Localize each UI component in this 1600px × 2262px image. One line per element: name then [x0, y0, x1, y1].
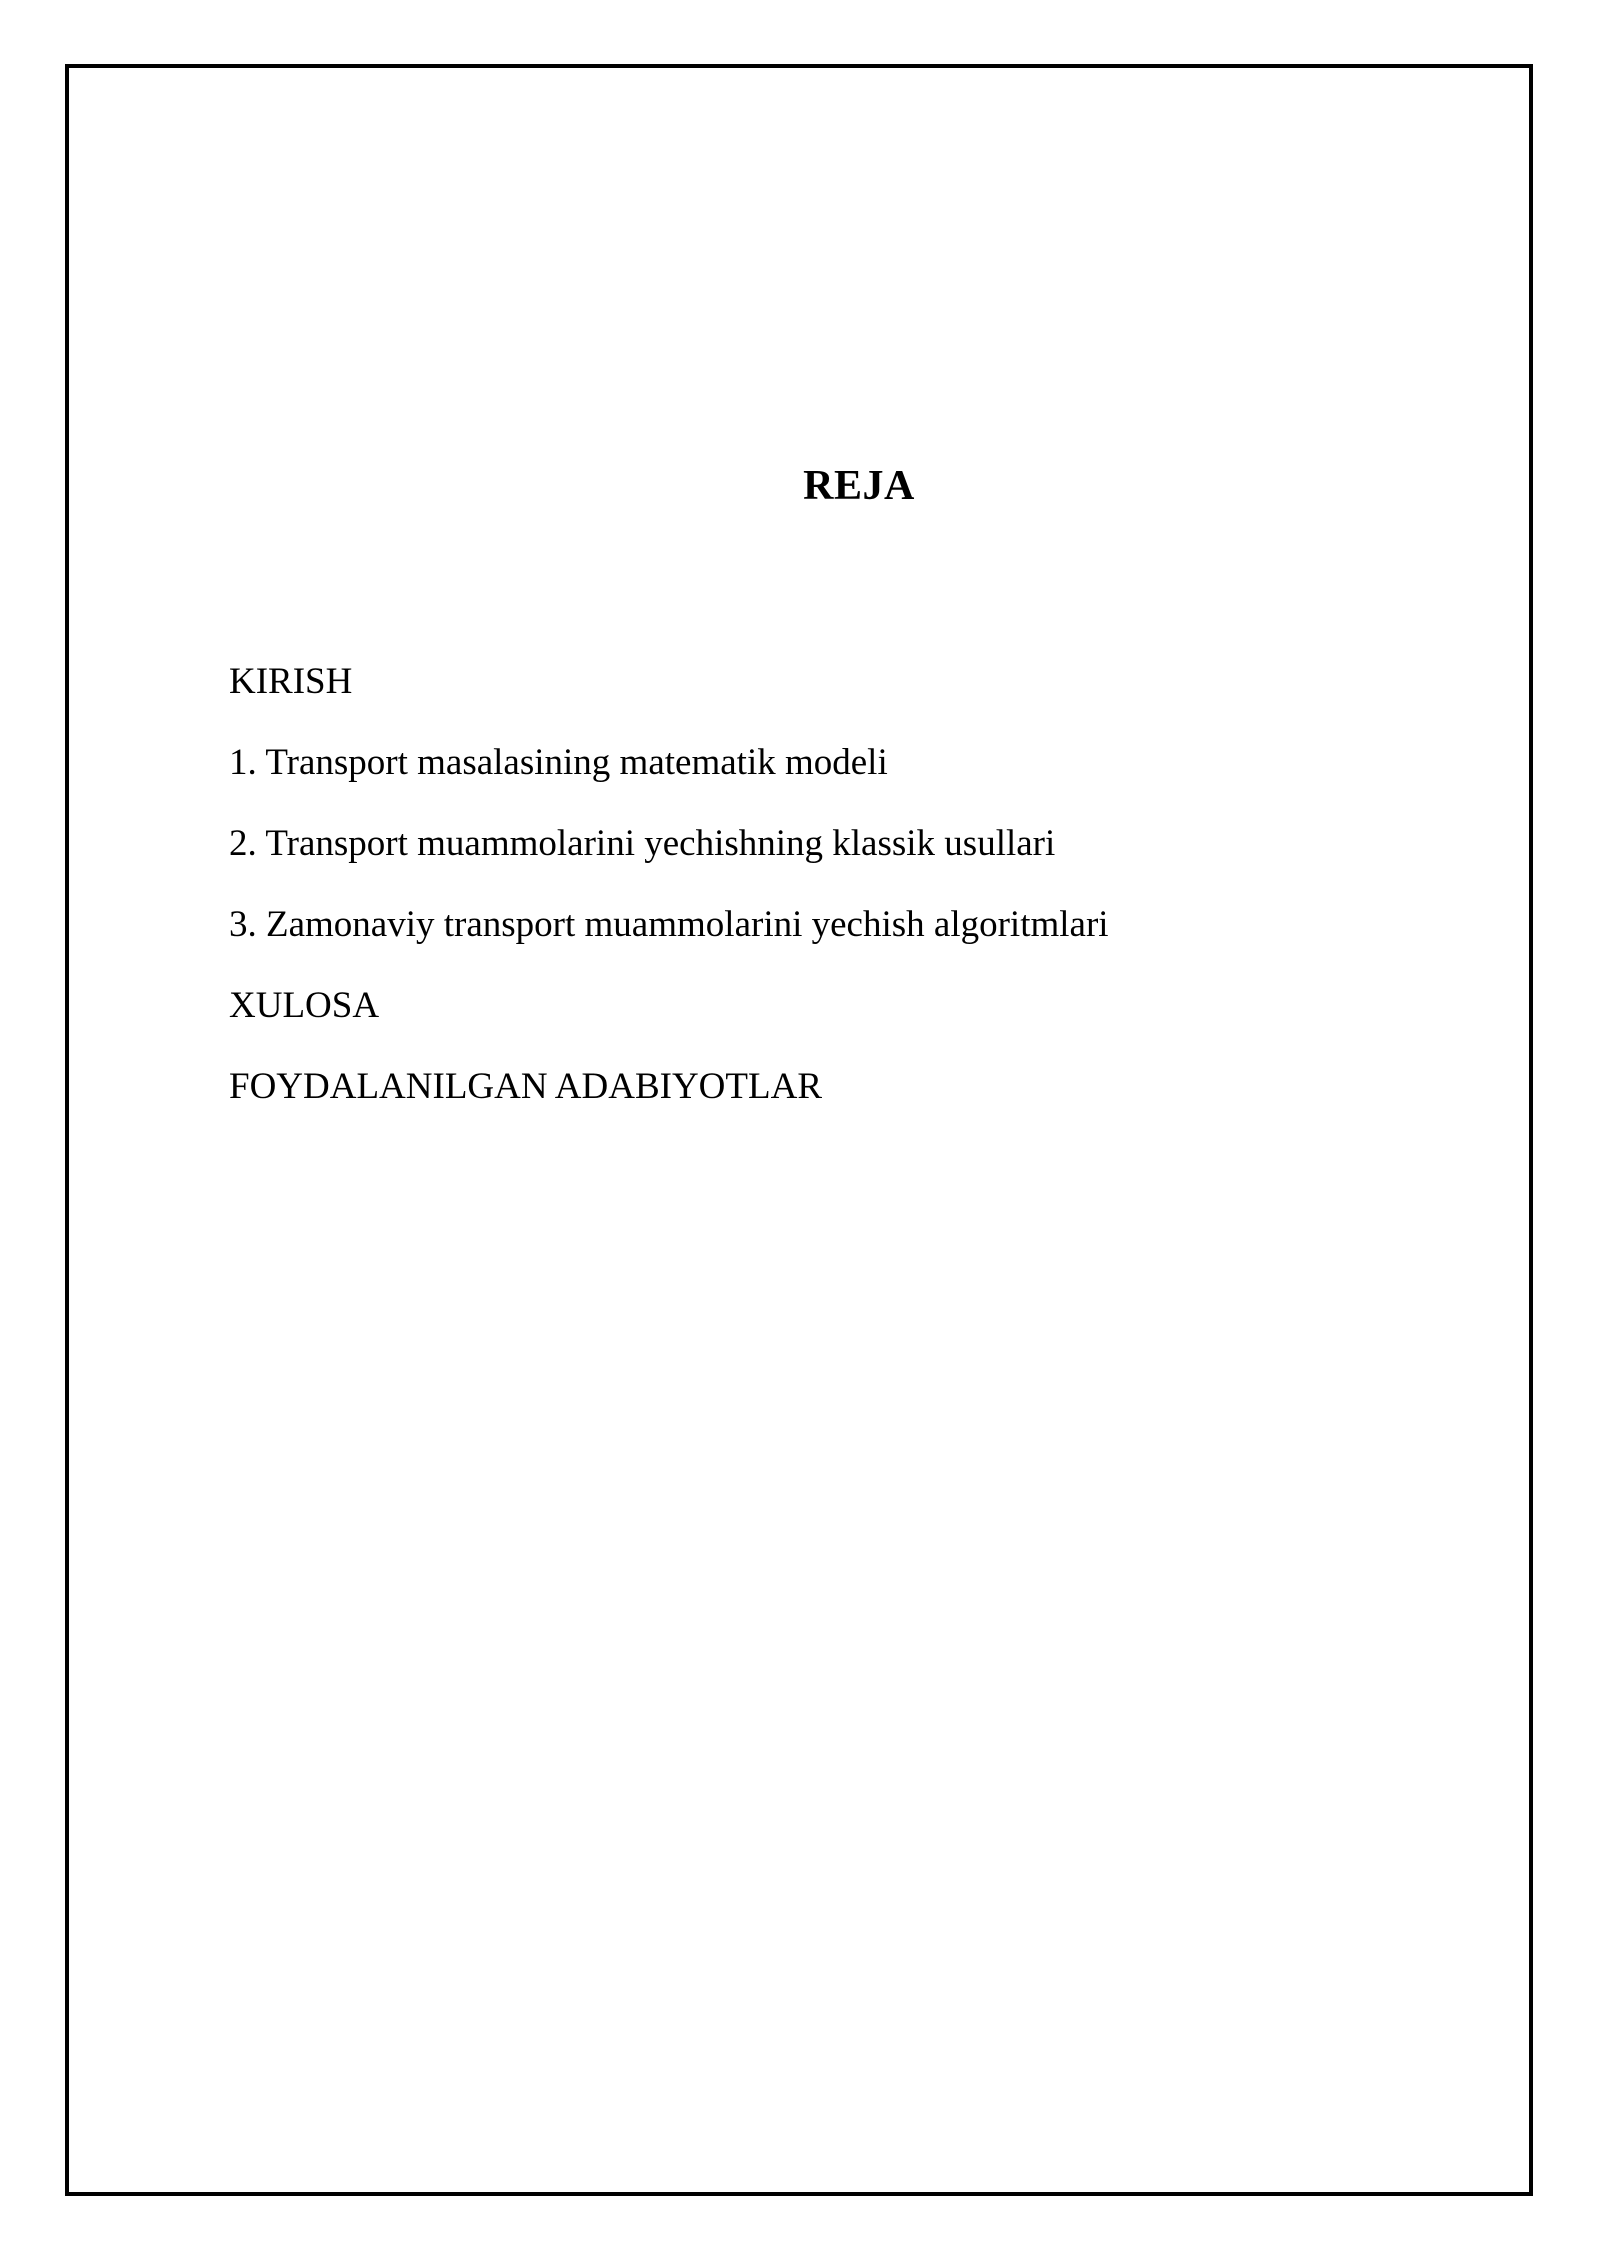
toc-item-chapter-3: 3. Zamonaviy transport muammolarini yechish algoritmlari [229, 904, 1109, 945]
toc-item-conclusion: XULOSA [229, 985, 380, 1026]
toc-item-chapter-1: 1. Transport masalasining matematik modeli [229, 742, 888, 783]
toc-item-references: FOYDALANILGAN ADABIYOTLAR [229, 1066, 822, 1107]
table-of-contents [229, 641, 1109, 1127]
page-title: REJA [803, 463, 915, 509]
toc-item-introduction: KIRISH [229, 661, 353, 702]
toc-item-chapter-2: 2. Transport muammolarini yechishning klassik usullari [229, 823, 1056, 864]
page-border [65, 64, 1533, 2196]
